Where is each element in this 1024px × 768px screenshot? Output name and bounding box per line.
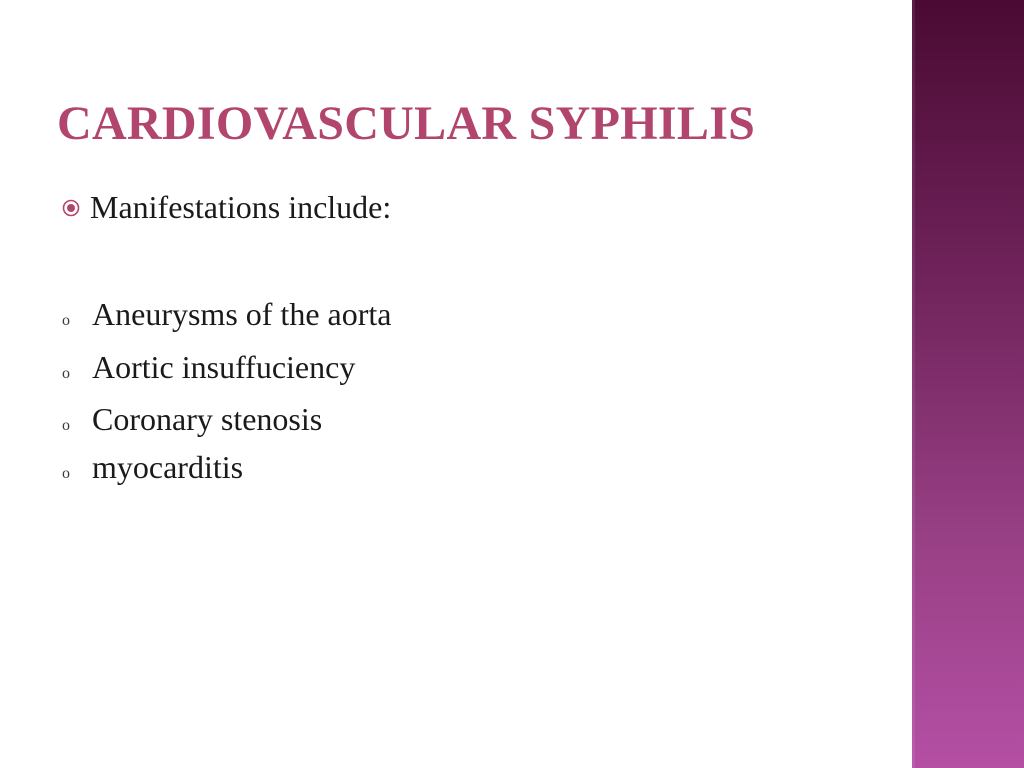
list-item-text: Aneurysms of the aorta <box>92 296 392 332</box>
list-item <box>62 349 355 386</box>
list-item <box>62 296 391 333</box>
decorative-side-band <box>912 0 1024 768</box>
radio-icon <box>62 199 80 217</box>
list-item-text: Aortic insuffuciency <box>92 349 356 385</box>
circle-bullet-icon: o <box>62 365 70 382</box>
main-bullet-text: Manifestations include: <box>90 189 392 225</box>
circle-bullet-icon: o <box>62 465 70 482</box>
circle-bullet-icon: o <box>62 312 70 329</box>
main-bullet <box>62 189 391 226</box>
slide-title: CARDIOVASCULAR SYPHILIS <box>57 97 756 150</box>
list-item <box>62 401 322 438</box>
circle-bullet-icon: o <box>62 417 70 434</box>
list-item <box>62 449 243 486</box>
list-item-text: Coronary stenosis <box>92 401 323 437</box>
list-item-text: myocarditis <box>92 449 244 485</box>
